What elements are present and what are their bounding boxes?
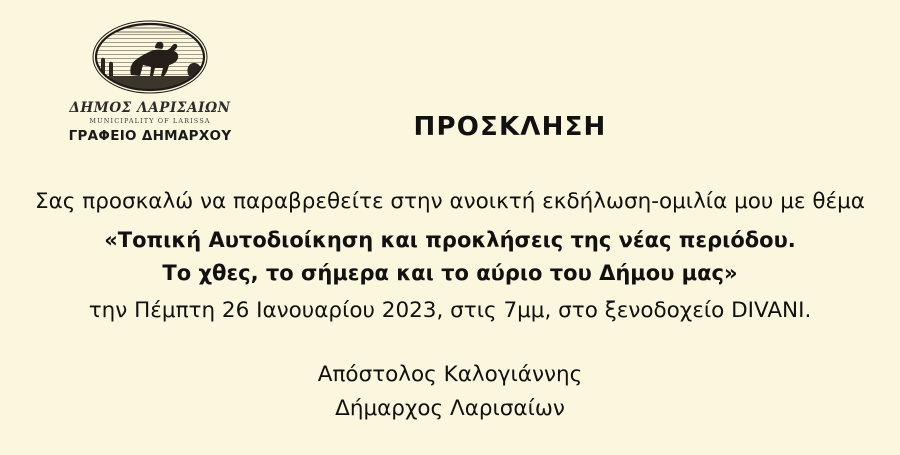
- invitation-topic-line-1: «Τοπική Αυτοδιοίκηση και προκλήσεις της νέας περιόδου.: [104, 228, 796, 253]
- invitation-intro-line: Σας προσκαλώ να παραβρεθείτε στην ανοικτή εκδήλωση-ομιλία μου με θέμα: [35, 189, 865, 214]
- signature-name: Απόστολος Καλογιάννης: [317, 362, 583, 387]
- logo-subtitle-office: ΓΡΑΦΕΙΟ ΔΗΜΑΡΧΟΥ: [68, 128, 232, 144]
- invitation-topic-line-2: Το χθες, το σήμερα και το αύριο του Δήμου μας»: [162, 260, 738, 285]
- signature-role: Δήμαρχος Λαρισαίων: [335, 396, 565, 422]
- page-title: [0, 112, 900, 142]
- invitation-body: [0, 185, 900, 328]
- signature-block: [0, 358, 900, 427]
- logo-title-english: MUNICIPALITY OF LARISSA: [89, 117, 211, 125]
- larissa-municipality-crest-icon: [85, 18, 215, 96]
- invitation-datetime-venue: την Πέμπτη 26 Ιανουαρίου 2023, στις 7μμ, στο ξενοδοχείο DIVANI.: [88, 298, 812, 324]
- page-title-text: ΠΡΟΣΚΛΗΣΗ: [413, 112, 607, 142]
- logo-title-greek: ΔΗΜΟΣ ΛΑΡΙΣΑΙΩΝ: [69, 100, 231, 116]
